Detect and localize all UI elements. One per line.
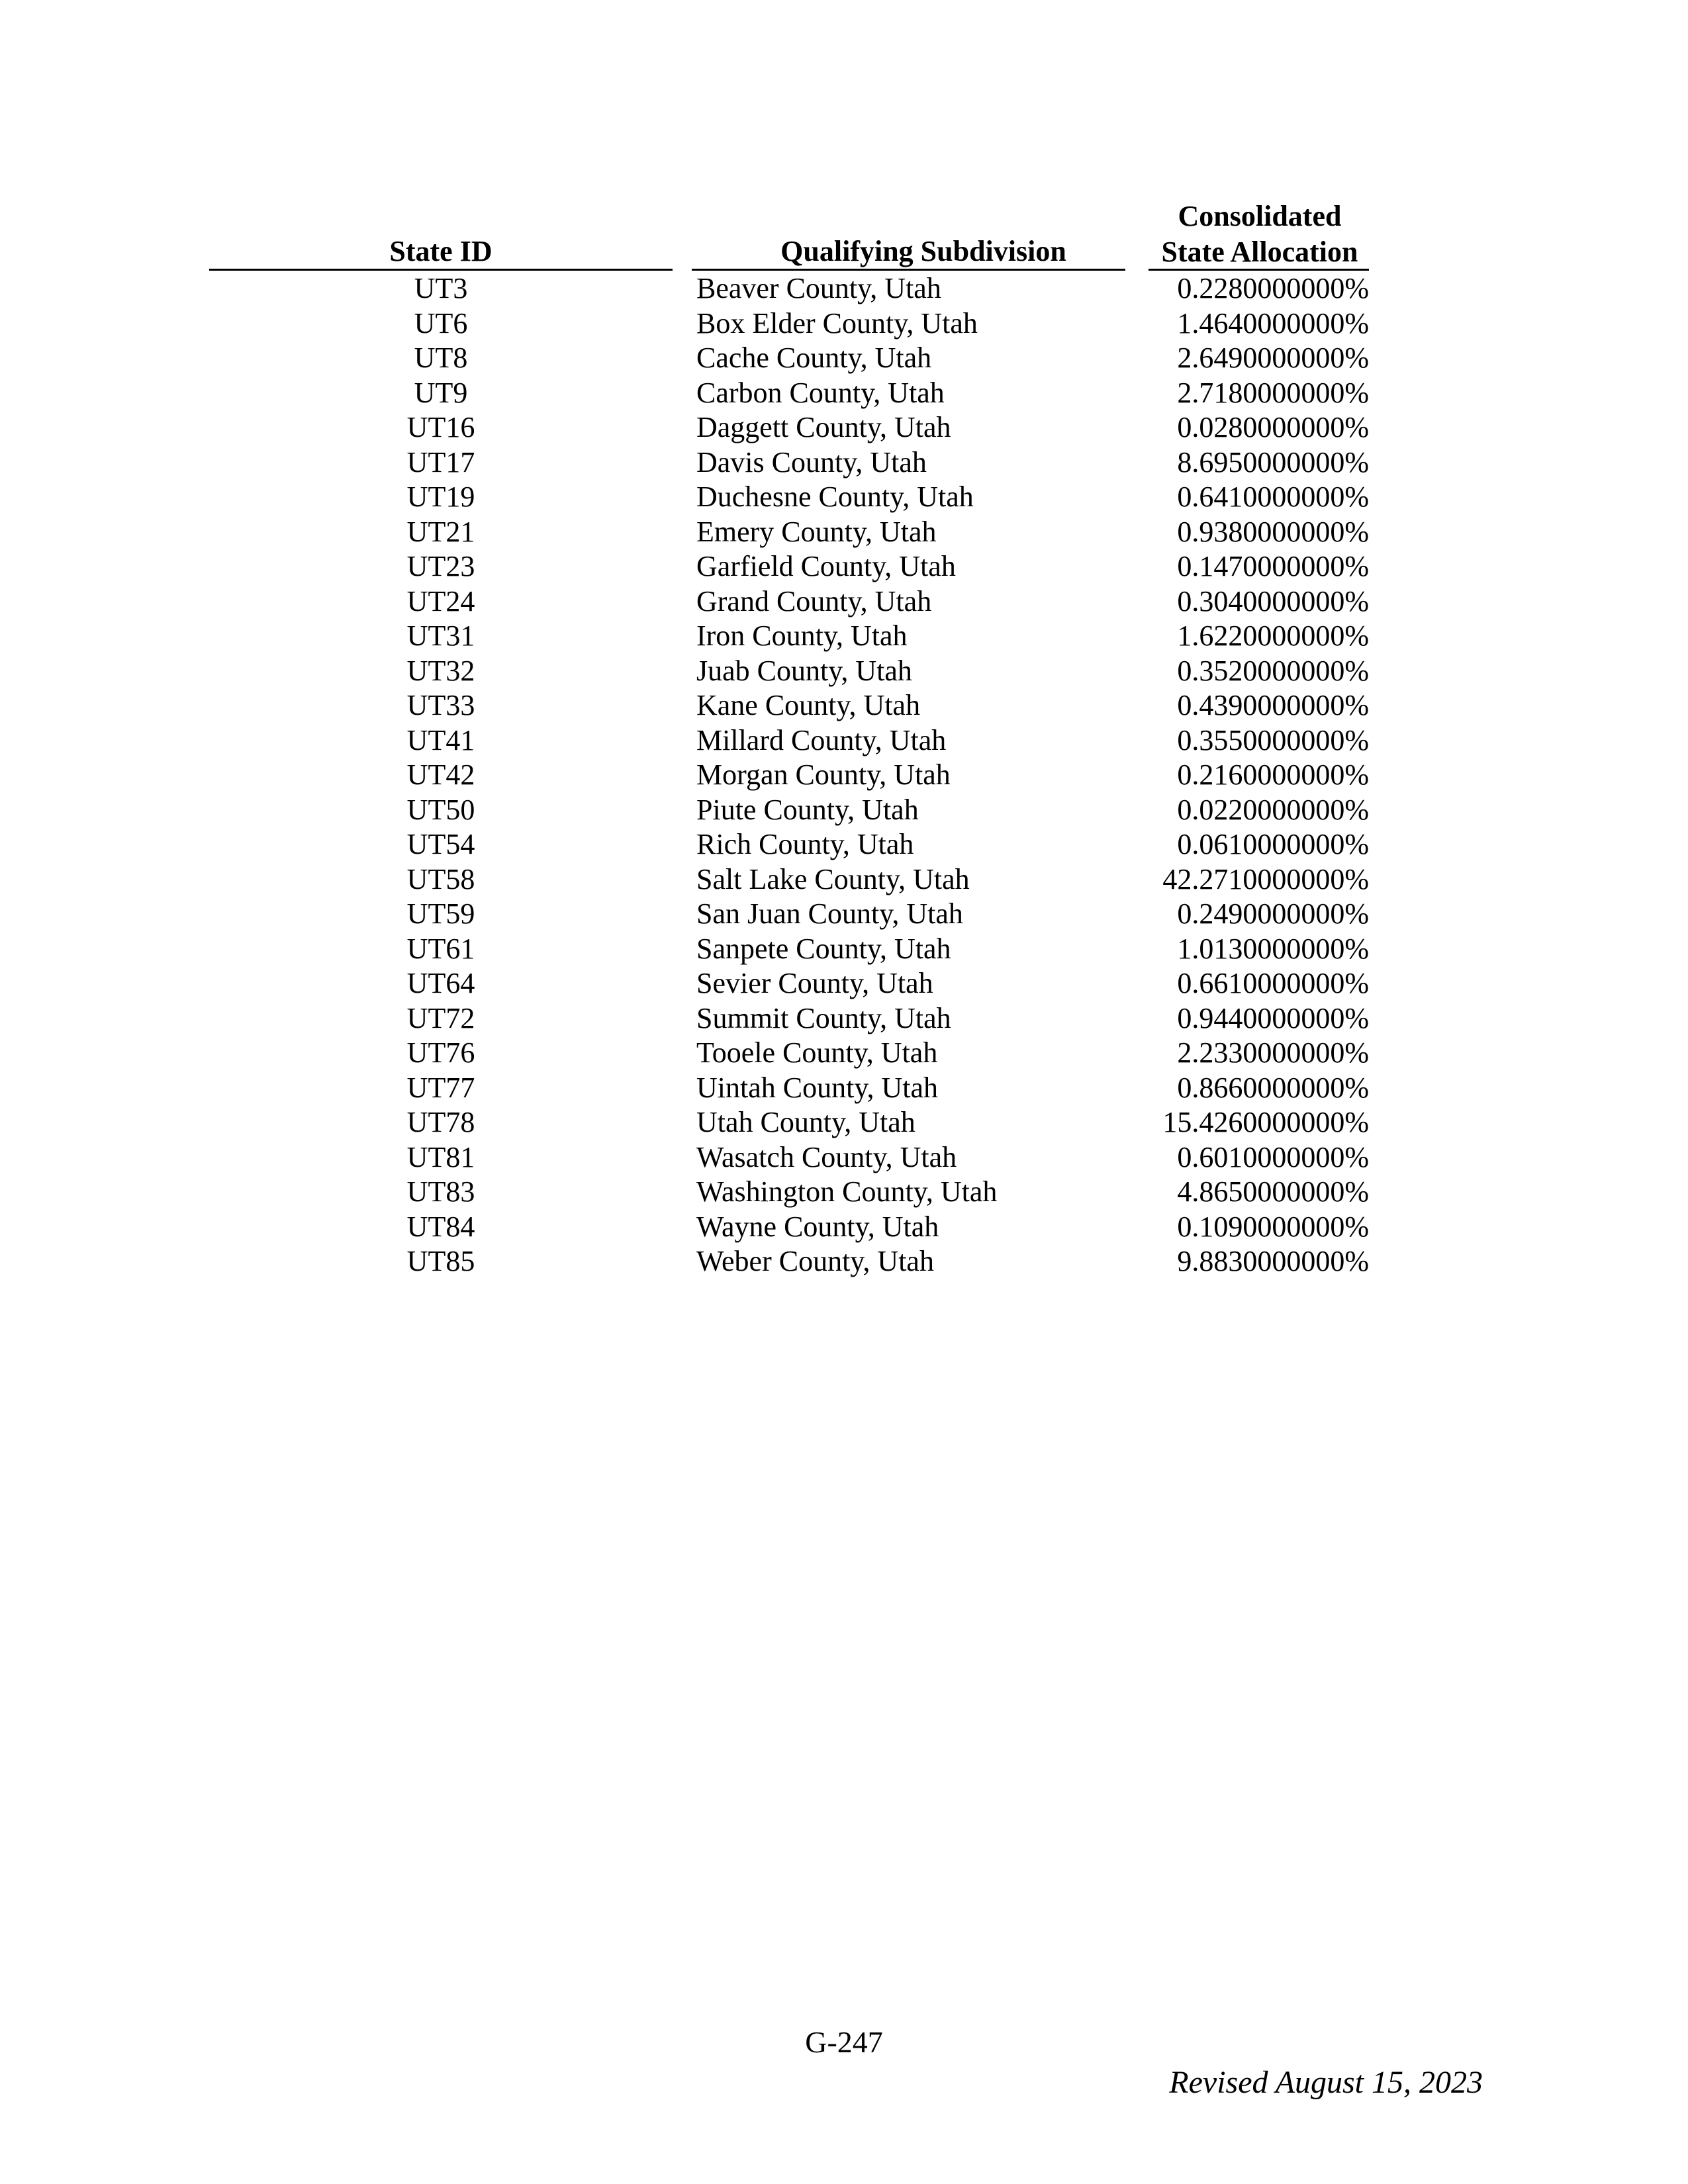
allocation-cell: 1.4640000000%	[1177, 306, 1369, 340]
subdivision-cell: Garfield County, Utah	[696, 550, 956, 582]
state-id-cell: UT24	[406, 584, 475, 617]
state-id-cell: UT59	[406, 897, 475, 930]
allocation-cell: 0.0610000000%	[1177, 828, 1369, 860]
state-id-cell: UT72	[406, 1001, 475, 1034]
allocation-cell: 4.8650000000%	[1177, 1175, 1369, 1208]
table-row	[0, 1105, 1688, 1140]
table-row	[0, 758, 1688, 793]
state-id-cell: UT8	[414, 341, 468, 374]
state-id-cell: UT77	[406, 1071, 475, 1104]
table-row	[0, 1210, 1688, 1245]
allocation-cell: 1.6220000000%	[1177, 619, 1369, 652]
state-id-cell: UT76	[406, 1036, 475, 1069]
state-id-cell: UT23	[406, 550, 475, 582]
subdivision-cell: Kane County, Utah	[696, 689, 921, 721]
table-row	[0, 1244, 1688, 1279]
table-row	[0, 723, 1688, 758]
allocation-cell: 0.4390000000%	[1177, 689, 1369, 721]
allocation-cell: 42.2710000000%	[1162, 862, 1369, 895]
header-state-id: State ID	[389, 235, 492, 267]
state-id-cell: UT17	[406, 445, 475, 478]
allocation-cell: 0.6010000000%	[1177, 1140, 1369, 1173]
subdivision-cell: Cache County, Utah	[696, 341, 932, 374]
table-row	[0, 271, 1688, 306]
state-id-cell: UT64	[406, 967, 475, 999]
page-number: G-247	[805, 2025, 883, 2059]
state-id-cell: UT84	[406, 1210, 475, 1243]
table-row	[0, 793, 1688, 828]
header-qualifying-subdivision: Qualifying Subdivision	[780, 235, 1066, 267]
table-row	[0, 376, 1688, 411]
subdivision-cell: Daggett County, Utah	[696, 411, 951, 443]
table-row	[0, 688, 1688, 723]
subdivision-cell: Uintah County, Utah	[696, 1071, 938, 1104]
subdivision-cell: Box Elder County, Utah	[696, 306, 978, 340]
state-id-cell: UT58	[406, 862, 475, 895]
table-row	[0, 966, 1688, 1001]
table-row	[0, 515, 1688, 550]
table-row	[0, 932, 1688, 967]
table-row	[0, 1071, 1688, 1106]
subdivision-cell: Weber County, Utah	[696, 1245, 934, 1277]
state-id-cell: UT21	[406, 515, 475, 548]
state-id-cell: UT41	[406, 723, 475, 756]
table-row	[0, 862, 1688, 897]
subdivision-cell: Piute County, Utah	[696, 793, 919, 826]
state-id-cell: UT32	[406, 654, 475, 687]
subdivision-cell: Utah County, Utah	[696, 1106, 915, 1138]
allocation-cell: 0.2280000000%	[1177, 272, 1369, 304]
state-id-cell: UT78	[406, 1106, 475, 1138]
allocation-cell: 0.3040000000%	[1177, 584, 1369, 617]
state-id-cell: UT33	[406, 689, 475, 721]
table-row	[0, 1140, 1688, 1175]
subdivision-cell: Morgan County, Utah	[696, 758, 951, 791]
table-body	[0, 271, 1688, 1279]
subdivision-cell: Davis County, Utah	[696, 445, 927, 478]
state-id-cell: UT61	[406, 932, 475, 965]
header-rule-state-id	[209, 269, 673, 271]
table-row	[0, 480, 1688, 515]
allocation-cell: 0.2490000000%	[1177, 897, 1369, 930]
state-id-cell: UT81	[406, 1140, 475, 1173]
table-row	[0, 654, 1688, 689]
state-id-cell: UT16	[406, 411, 475, 443]
subdivision-cell: Summit County, Utah	[696, 1001, 951, 1034]
state-id-cell: UT83	[406, 1175, 475, 1208]
subdivision-cell: Wasatch County, Utah	[696, 1140, 957, 1173]
subdivision-cell: Emery County, Utah	[696, 515, 937, 548]
state-id-cell: UT31	[406, 619, 475, 652]
allocation-cell: 0.2160000000%	[1177, 758, 1369, 791]
allocation-cell: 9.8830000000%	[1177, 1245, 1369, 1277]
subdivision-cell: Sevier County, Utah	[696, 967, 933, 999]
allocation-cell: 0.9440000000%	[1177, 1001, 1369, 1034]
allocation-cell: 15.4260000000%	[1162, 1106, 1369, 1138]
revision-date: Revised August 15, 2023	[1169, 2065, 1483, 2100]
state-id-cell: UT42	[406, 758, 475, 791]
subdivision-cell: Salt Lake County, Utah	[696, 862, 970, 895]
table-row	[0, 549, 1688, 584]
table-row	[0, 827, 1688, 862]
subdivision-cell: Wayne County, Utah	[696, 1210, 939, 1243]
table-row	[0, 619, 1688, 654]
state-id-cell: UT54	[406, 828, 475, 860]
allocation-cell: 1.0130000000%	[1177, 932, 1369, 965]
table-row	[0, 1001, 1688, 1036]
table-row	[0, 1036, 1688, 1071]
allocation-cell: 0.1090000000%	[1177, 1210, 1369, 1243]
allocation-cell: 0.1470000000%	[1177, 550, 1369, 582]
table-row	[0, 584, 1688, 619]
allocation-cell: 0.9380000000%	[1177, 515, 1369, 548]
allocation-cell: 0.3520000000%	[1177, 654, 1369, 687]
table-row	[0, 306, 1688, 341]
subdivision-cell: Rich County, Utah	[696, 828, 914, 860]
subdivision-cell: Iron County, Utah	[696, 619, 908, 652]
table-row	[0, 897, 1688, 932]
state-id-cell: UT6	[414, 306, 468, 340]
subdivision-cell: Washington County, Utah	[696, 1175, 998, 1208]
state-id-cell: UT19	[406, 480, 475, 513]
subdivision-cell: San Juan County, Utah	[696, 897, 963, 930]
subdivision-cell: Juab County, Utah	[696, 654, 912, 687]
subdivision-cell: Millard County, Utah	[696, 723, 947, 756]
allocation-cell: 0.0220000000%	[1177, 793, 1369, 826]
state-id-cell: UT9	[414, 376, 468, 409]
allocation-cell: 0.0280000000%	[1177, 411, 1369, 443]
subdivision-cell: Sanpete County, Utah	[696, 932, 951, 965]
table-row	[0, 445, 1688, 480]
subdivision-cell: Duchesne County, Utah	[696, 480, 974, 513]
allocation-cell: 0.6410000000%	[1177, 480, 1369, 513]
subdivision-cell: Grand County, Utah	[696, 584, 932, 617]
allocation-cell: 2.2330000000%	[1177, 1036, 1369, 1069]
table-row	[0, 410, 1688, 445]
header-rule-subdivision	[692, 269, 1125, 271]
subdivision-cell: Beaver County, Utah	[696, 272, 941, 304]
allocation-cell: 0.3550000000%	[1177, 723, 1369, 756]
allocation-cell: 8.6950000000%	[1177, 445, 1369, 478]
allocation-cell: 2.7180000000%	[1177, 376, 1369, 409]
subdivision-cell: Tooele County, Utah	[696, 1036, 938, 1069]
state-id-cell: UT85	[406, 1245, 475, 1277]
header-rule-allocation	[1149, 269, 1369, 271]
state-id-cell: UT3	[414, 272, 468, 304]
allocation-cell: 0.6610000000%	[1177, 967, 1369, 999]
header-allocation-line1: Consolidated	[1178, 200, 1342, 232]
allocation-cell: 0.8660000000%	[1177, 1071, 1369, 1104]
allocation-cell: 2.6490000000%	[1177, 341, 1369, 374]
header-allocation-line2: State Allocation	[1161, 236, 1358, 268]
table-row	[0, 1175, 1688, 1210]
header-consolidated-state-allocation	[1144, 199, 1376, 270]
table-row	[0, 341, 1688, 376]
subdivision-cell: Carbon County, Utah	[696, 376, 945, 409]
state-id-cell: UT50	[406, 793, 475, 826]
